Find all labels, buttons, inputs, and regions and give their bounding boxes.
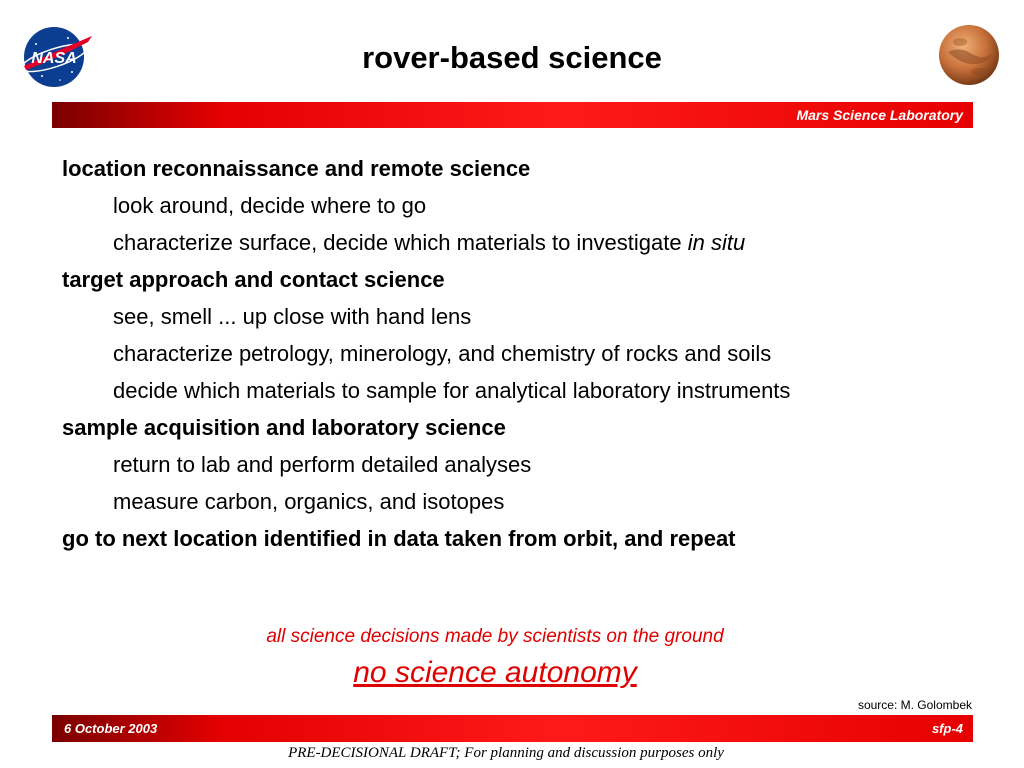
outline-item: characterize petrology, minerology, and chemistry of rocks and soils [113, 341, 772, 366]
outline [62, 150, 982, 557]
outline-item: characterize surface, decide which materials to investigate in situ [113, 230, 746, 255]
header-bar [52, 102, 973, 128]
source-credit: source: M. Golombek [857, 698, 972, 712]
outline-item: measure carbon, organics, and isotopes [113, 489, 505, 514]
outline-item: look around, decide where to go [113, 193, 427, 218]
emphasis-text: in situ [687, 230, 746, 255]
nasa-logo-text: NASA [31, 50, 77, 67]
outline-item: go to next location identified in data taken from orbit, and repeat [62, 526, 736, 551]
disclaimer: PRE-DECISIONAL DRAFT; For planning and discussion purposes only [288, 745, 724, 761]
slide-id: sfp-4 [931, 721, 963, 736]
page-title: rover-based science [362, 40, 662, 75]
note-autonomy: no science autonomy [353, 656, 637, 689]
outline-item: decide which materials to sample for analytical laboratory instruments [113, 378, 791, 403]
footer-date: 6 October 2003 [64, 721, 158, 736]
project-label: Mars Science Laboratory [796, 107, 963, 123]
outline-item: sample acquisition and laboratory science [62, 415, 506, 440]
note-decisions: all science decisions made by scientists on the ground [266, 626, 724, 647]
outline-item: return to lab and perform detailed analyses [113, 452, 532, 477]
outline-item: see, smell ... up close with hand lens [113, 304, 472, 329]
outline-item: location reconnaissance and remote science [62, 156, 531, 181]
outline-item: target approach and contact science [62, 267, 445, 292]
footer-bar [52, 715, 973, 742]
